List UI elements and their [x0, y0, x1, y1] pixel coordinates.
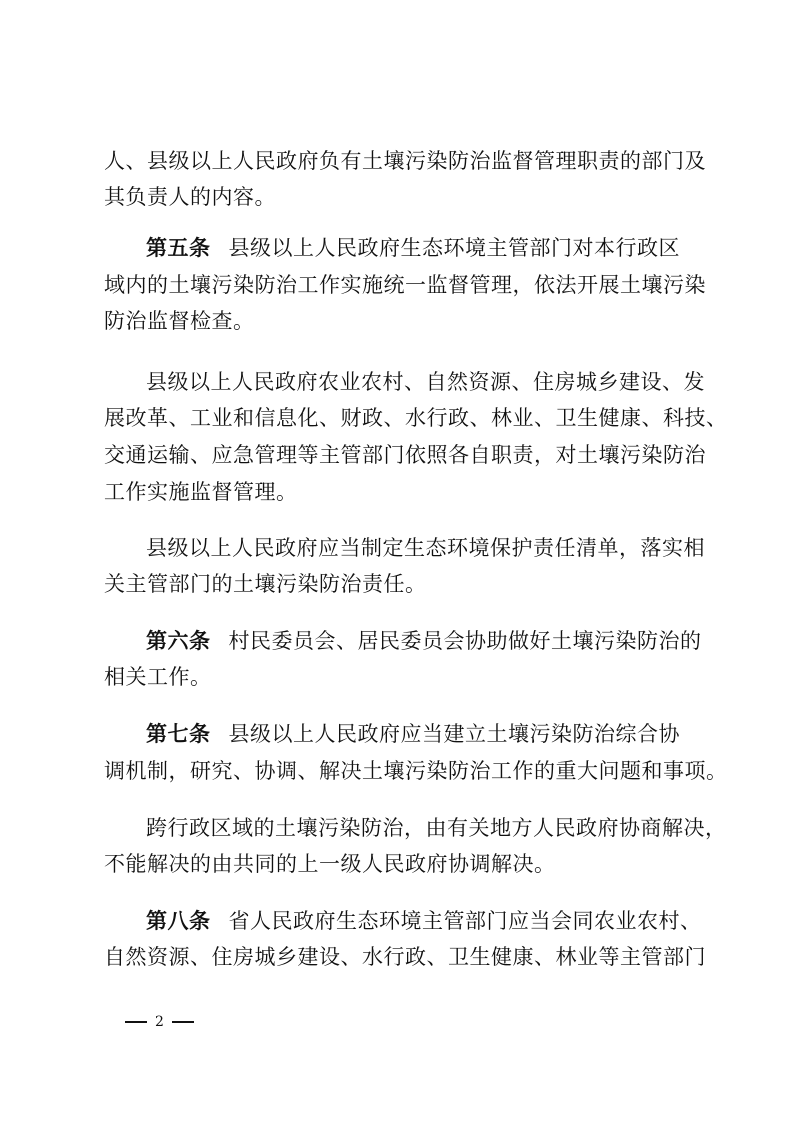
article-number: 第八条	[146, 909, 211, 933]
dash-right	[172, 1021, 194, 1023]
text-line: 其负责人的内容。	[104, 185, 276, 209]
text-line: 防治监督检查。	[104, 309, 255, 333]
page-number: 2	[155, 1014, 164, 1030]
text-line: 自然资源、住房城乡建设、水行政、卫生健康、林业等主管部门	[104, 945, 706, 969]
article-six: 第六条 村民委员会、居民委员会协助做好土壤污染防治的	[146, 629, 702, 653]
page-footer	[125, 1012, 194, 1032]
text-line: 工作实施监督管理。	[104, 480, 298, 504]
text-line: 交通运输、应急管理等主管部门依照各自职责，对土壤污染防治	[104, 443, 706, 467]
text-line: 相关工作。	[104, 665, 212, 689]
text-line: 人、县级以上人民政府负有土壤污染防治监督管理职责的部门及	[104, 149, 706, 173]
article-number: 第五条	[146, 236, 211, 260]
text-line: 不能解决的由共同的上一级人民政府协调解决。	[104, 852, 556, 876]
paragraph-start: 县级以上人民政府应当制定生态环境保护责任清单，落实相	[146, 536, 705, 560]
paragraph-start: 跨行政区域的土壤污染防治，由有关地方人民政府协商解决，	[146, 816, 727, 840]
paragraph-start: 县级以上人民政府农业农村、自然资源、住房城乡建设、发	[146, 370, 705, 394]
article-seven: 第七条 县级以上人民政府应当建立土壤污染防治综合协	[146, 722, 680, 746]
text-line: 展改革、工业和信息化、财政、水行政、林业、卫生健康、科技、	[104, 406, 728, 430]
article-eight: 第八条 省人民政府生态环境主管部门应当会同农业农村、	[146, 909, 702, 933]
article-five: 第五条 县级以上人民政府生态环境主管部门对本行政区	[146, 236, 680, 260]
dash-left	[125, 1021, 147, 1023]
article-number: 第七条	[146, 722, 211, 746]
article-number: 第六条	[146, 629, 211, 653]
text-line: 关主管部门的土壤污染防治责任。	[104, 572, 427, 596]
text-line: 调机制，研究、协调、解决土壤污染防治工作的重大问题和事项。	[104, 759, 728, 783]
text-line: 域内的土壤污染防治工作实施统一监督管理，依法开展土壤污染	[104, 273, 706, 297]
